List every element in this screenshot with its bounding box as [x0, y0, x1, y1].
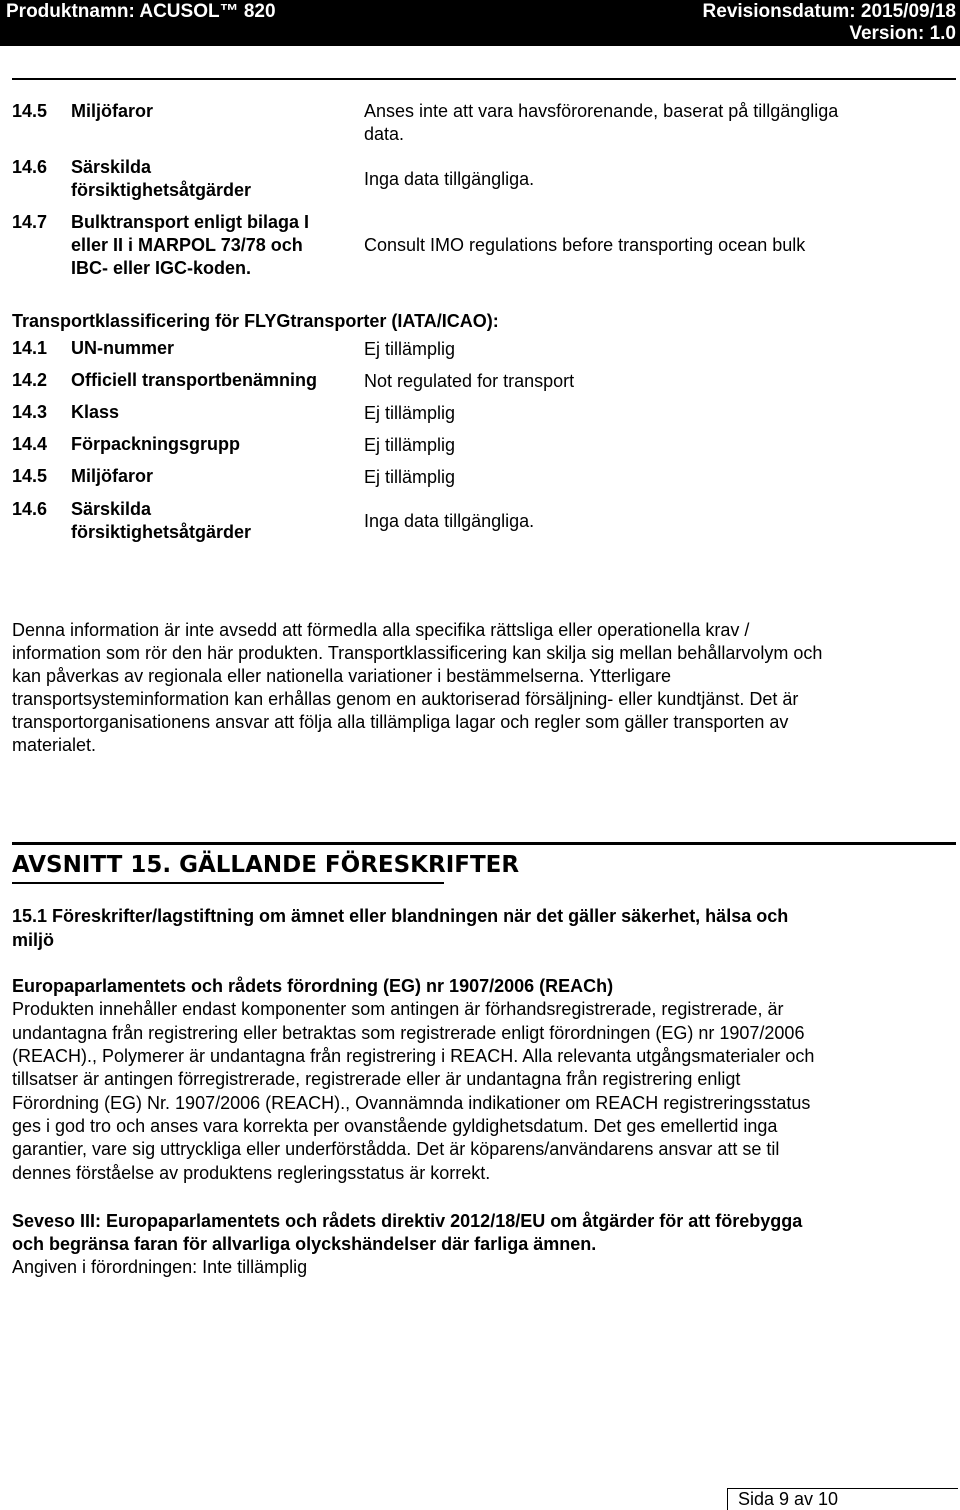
text-line: garantier, vare sig uttryckliga eller underförstådda. Det är köparens/användarens ansvar att se til — [12, 1139, 780, 1159]
text-line: transportorganisationens ansvar att följa alla tillämpliga lagar och regler som gäller transporten av — [12, 712, 789, 732]
row-label: UN-nummer — [71, 338, 175, 358]
row-number: 14.6 — [12, 499, 48, 519]
row-value: Inga data tillgängliga. — [364, 169, 535, 189]
text-line: materialet. — [12, 735, 97, 755]
air-transport-heading: Transportklassificering för FLYGtransporter (IATA/ICAO): — [12, 311, 499, 331]
subsection-heading: miljö — [12, 930, 55, 950]
page-header — [0, 0, 960, 46]
row-value: Ej tillämplig — [364, 339, 456, 359]
row-number: 14.5 — [12, 466, 48, 486]
row-label: IBC- eller IGC-koden. — [71, 258, 252, 278]
text-line: Denna information är inte avsedd att förmedla alla specifika rättsliga eller operationella krav / — [12, 620, 750, 640]
row-number: 14.5 — [12, 101, 48, 121]
section-title: AVSNITT 15. GÄLLANDE FÖRESKRIFTER — [12, 852, 520, 878]
row-label: eller II i MARPOL 73/78 och — [71, 235, 303, 255]
seveso-heading: Seveso III: Europaparlamentets och rådets direktiv 2012/18/EU om åtgärder för att förebygga — [12, 1211, 803, 1231]
text-line: Förordning (EG) Nr. 1907/2006 (REACH)., Ovannämnda indikationer om REACH registreringsstatus — [12, 1093, 811, 1113]
header-divider — [12, 78, 956, 80]
text-line: ges i god tro och anses vara korrekta per ovanstående gyldighetsdatum. Det ges emellertid inga — [12, 1116, 778, 1136]
text-line: kan påverkas av regionala eller nationella variationer i bestämmelserna. Ytterligare — [12, 666, 672, 686]
subsection-heading: 15.1 Föreskrifter/lagstiftning om ämnet eller blandningen när det gäller säkerhet, hälsa och — [12, 906, 789, 926]
text-line: dennes förståelse av produktens regleringsstatus är korrekt. — [12, 1163, 491, 1183]
row-number: 14.2 — [12, 370, 48, 390]
row-label: försiktighetsåtgärder — [71, 522, 252, 542]
version: Version: 1.0 — [849, 23, 956, 44]
row-number: 14.4 — [12, 434, 48, 454]
text-line: Produkten innehåller endast komponenter som antingen är förhandsregistrerade, registrerade, är — [12, 999, 784, 1019]
section-title-underline — [12, 882, 444, 884]
row-value: Ej tillämplig — [364, 467, 456, 487]
row-number: 14.1 — [12, 338, 48, 358]
row-value: Consult IMO regulations before transporting ocean bulk — [364, 235, 806, 255]
text-line: undantagna från registrering eller betraktas som registrerade enligt förordningen (EG) nr 1907/2006 — [12, 1023, 805, 1043]
row-number: 14.7 — [12, 212, 48, 232]
page-number: Sida 9 av 10 — [738, 1489, 839, 1509]
row-label: Officiell transportbenämning — [71, 370, 318, 390]
row-label: Miljöfaror — [71, 101, 154, 121]
row-label: Miljöfaror — [71, 466, 154, 486]
row-label: Särskilda — [71, 499, 152, 519]
text-line: tillsatser är antingen förregistrerade, registrerade eller är undantagna från registrering enligt — [12, 1069, 741, 1089]
product-name: Produktnamn: ACUSOL™ 820 — [6, 1, 276, 22]
text-line: information som rör den här produkten. Transportklassificering kan skilja sig mellan behållarvolym och — [12, 643, 823, 663]
row-number: 14.6 — [12, 157, 48, 177]
text-line: transportsysteminformation kan erhållas genom en auktoriserad försäljning- eller kundtjänst. Det är — [12, 689, 799, 709]
row-value: Ej tillämplig — [364, 435, 456, 455]
reach-heading: Europaparlamentets och rådets förordning (EG) nr 1907/2006 (REACh) — [12, 976, 614, 996]
footer-divider-vertical — [727, 1488, 728, 1510]
revision-date: Revisionsdatum: 2015/09/18 — [702, 1, 956, 22]
row-value: data. — [364, 124, 405, 144]
row-value: Not regulated for transport — [364, 371, 575, 391]
text-line: (REACH)., Polymerer är undantagna från registrering i REACH. Alla relevanta utgångsmaterialer och — [12, 1046, 815, 1066]
section-divider — [12, 842, 956, 845]
row-value: Inga data tillgängliga. — [364, 511, 535, 531]
row-label: Särskilda — [71, 157, 152, 177]
row-label: Klass — [71, 402, 120, 422]
row-label: Förpackningsgrupp — [71, 434, 241, 454]
row-label: försiktighetsåtgärder — [71, 180, 252, 200]
seveso-heading: och begränsa faran för allvarliga olyckshändelser där farliga ämnen. — [12, 1234, 597, 1254]
seveso-value: Angiven i förordningen: Inte tillämplig — [12, 1257, 308, 1277]
row-value: Ej tillämplig — [364, 403, 456, 423]
row-value: Anses inte att vara havsförorenande, baserat på tillgängliga — [364, 101, 839, 121]
row-number: 14.3 — [12, 402, 48, 422]
row-label: Bulktransport enligt bilaga I — [71, 212, 310, 232]
